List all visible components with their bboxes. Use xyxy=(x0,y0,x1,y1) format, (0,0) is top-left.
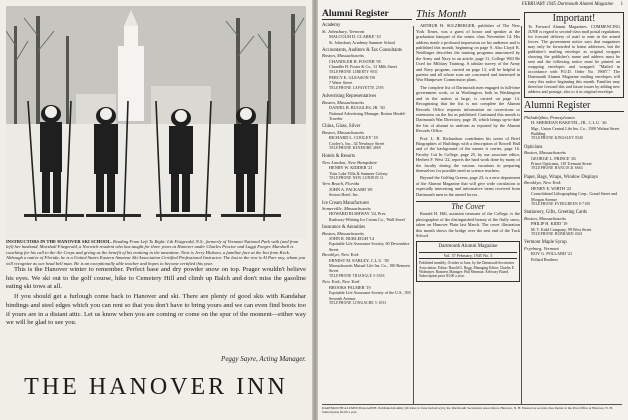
register-section: Vermont Maple Syrup xyxy=(524,240,567,246)
ski-instructors-photo xyxy=(6,6,306,238)
register-firm: Massachusetts Mutual Life Ins. Co., 180 Remsen Street xyxy=(329,263,410,274)
register-name: HOWARD RUSHWAY '24, Pres. xyxy=(329,211,387,217)
this-month-p1: ARTHUR H. SULZBERGER, publisher of The New York Times, was a guest of honor and speaker at the graduation banquet of the senior class November 14. His address made a profound impression on his audience and is published this month, beginning on page 9. Also Lloyd K. Neidlinger describes the training programs announced by the Army and Navy in an article, page 11, College Will Be Used for Military Training. A tabular survey of the Army and Navy program, carried on page 13, will be helpful to parents and all whose sons are concerned and interested in War Manpower Commission plans. xyxy=(416,23,520,83)
cover-text: Ronald H. Hill, assistant treasurer of the College, is the photographer of the distinguished beauty of the fluffy snow, taken on Hanover Plain last March. The cover illustration this month shows the bridge over the east end of the Tuck School. xyxy=(416,211,520,239)
register-entry xyxy=(322,23,412,45)
register-firm: 7 Water Street xyxy=(329,80,353,86)
register-name: RICHARD L. COOLEY '18 xyxy=(329,135,378,141)
register-name: HENRY W. KIDDER '21 xyxy=(329,165,373,171)
this-month-p3: Prof. L. B. Richardson contributes his series of Brief Biographies of Buildings with a description of Rowell Hall and of the background of the names it carries, page 16. Faculty Cut In College, page 25, by our associate editor, Herbert F. West '22, reports the hard work done by many of the faculty during the various vacations in preparing themselves for possible need as science teachers. xyxy=(416,135,520,173)
register-entry xyxy=(524,145,624,172)
register-location: Boston, Massachusetts xyxy=(322,99,364,105)
register-location: Philadelphia, Pennsylvania xyxy=(524,114,575,120)
masthead-title: Dartmouth Alumni Magazine xyxy=(438,244,498,250)
inn-name-heading: THE HANOVER INN xyxy=(24,374,288,400)
register-firm: Prince Opticians, 110 Tremont Street xyxy=(531,161,592,167)
register-location: Somerville, Massachusetts xyxy=(322,206,371,211)
masthead-lines: Published monthly, October to June, by the Dartmouth Secretaries Association. Editor: Harold G. Rugg. Managing Editor: Charles E. Widmayer. Business Manager: Phil Sherman. Advisory Board. Subscription price $3.00 a year. xyxy=(419,261,515,279)
letter-paragraph-2: If you should get a furlough come back to Hanover and ski. There are plenty of good skis with Kandahar bindings and steel edges which you can rent so that you don't have to bring yours and we can even find boots too if yours are in a distant attic. Let us know when you are coming or come on the spur of the moment—either way we will be glad to see you. xyxy=(6,293,306,327)
register-name: BROOKS PALMER '19 xyxy=(329,284,371,290)
register-telephone: TELEPHONE NEW LONDON 11 xyxy=(329,175,384,180)
register-firm: St. Johnsbury Academy Summer School xyxy=(329,39,396,45)
register-name: PHILIP H. KIDD '19 xyxy=(531,221,568,227)
column-rule-2 xyxy=(521,26,522,404)
register-telephone: TELEPHONE HANCOCK 6663 xyxy=(531,166,583,171)
running-head xyxy=(318,2,623,7)
register-section: Advertising Representatives xyxy=(322,94,377,100)
register-location: Brooklyn, New York xyxy=(322,252,359,258)
this-month-p2: The complete list of Dartmouth men engaged in full-time government work, or in Washington, both in Washington and in the nation at large, is carried on page 14. Recognizing that the list is not complete the Alumni Records Office requests information on corrections or extensions on the list as published. Continued this month is Dartmouth War Directory, page 18, which brings up-to-date the list of alumni in uniform as reported by the Alumni Records Office. xyxy=(416,84,520,134)
this-month-column xyxy=(416,8,520,282)
register-name: CHANDLER H. FOSTER '05 xyxy=(329,58,381,64)
register-location: Boston, Massachusetts xyxy=(322,129,364,135)
register-section: Stationery, Gifts, Greeting Cards xyxy=(524,210,587,216)
register-location: Fryeburg, Vermont xyxy=(524,245,559,251)
register-telephone: TELEPHONE LIBERTY 9031 xyxy=(329,69,378,74)
register-section: Insurance & Annuities xyxy=(322,225,366,231)
signature: Peggy Sayre, Acting Manager. xyxy=(221,355,306,363)
left-page xyxy=(0,0,312,420)
register-name: JOHN A. PACKARD '09 xyxy=(329,186,373,192)
register-location: St. Johnsbury, Vermont xyxy=(322,28,365,34)
alumni-register-column xyxy=(322,9,412,306)
register-entry xyxy=(524,210,624,237)
register-location: Boston, Massachusetts xyxy=(322,230,364,236)
caption-text: Reading From Left To Right: Lib Fitzgerald, N.S., formerly of Vermont National Park with (and from left) her husband, Marshall Fitzgerald, a Norwich resident who has taught for three years at Hanover under Charles Proctor and Luggi Foeger. Marshall is coaching for his call to the Air Corps and giving us the benefit of his training in the meantime. Next is Jerry Hickson, a familiar face at the Inn from Keck. Although a native of Florida, he is a United States Eastern Amateur Ski Association Certified Professional Instructor. The last in the row is Al Parr ony, whom you will recognize as our head bell man. He is an exceptionally able teacher and hopes to become certified this year. xyxy=(6,239,306,266)
this-month-p4: Beyond the Golfing Greens, page 23, is a new department of the Alumni Magazine that will give wide circulation to especially interesting and informative items received from Dartmouth men in the armed forces. xyxy=(416,175,520,197)
register-name: HENRY E. WIRTH '22 xyxy=(531,185,572,191)
register-telephone: TELEPHONE LAFAYETTE 2595 xyxy=(329,85,384,90)
register-telephone: TELEPHONE KENMORE 4869 xyxy=(329,145,381,150)
register-name: GEORGE L. PRINCE '26 xyxy=(531,155,576,161)
register-name: ROY G. POLLARD '21 xyxy=(531,251,573,257)
register-firm: National Advertising Manager, Boston Herald-Traveler xyxy=(329,110,406,121)
register-entry xyxy=(322,201,412,223)
register-location: Brooklyn, New York xyxy=(524,180,561,186)
register-entry xyxy=(524,115,624,142)
register-firm: Equitable Life Assurance Society, 60 Devonshire Street xyxy=(329,241,410,252)
register-location: Boston, Massachusetts xyxy=(524,150,566,156)
photo-illustration xyxy=(6,6,306,238)
important-title: Important! xyxy=(552,13,596,24)
important-notice xyxy=(524,12,624,98)
register-location: New York, New York xyxy=(322,279,360,285)
register-firm: Equitable Life Assurance Society of the U.S., 393 Seventh Avenue xyxy=(329,290,411,301)
masthead-box xyxy=(416,241,520,281)
register-telephone: TELEPHONE HUBBARD 4041 xyxy=(531,231,583,236)
register-entry xyxy=(322,225,412,252)
register-title: Alumni Register xyxy=(322,12,412,20)
register-telephone: TELEPHONE EVERGREEN 8-7100 xyxy=(531,201,591,206)
register-section: Paper, Bags, Wraps, Window Displays xyxy=(524,174,598,180)
register-section: Ice Cream Manufacturer xyxy=(322,200,370,206)
register-entry xyxy=(322,252,412,279)
register-entry xyxy=(322,124,412,151)
register-section: Opticians xyxy=(524,144,543,150)
register-entry xyxy=(322,181,412,197)
register-section: Accountants, Auditors & Tax Consultants xyxy=(322,48,402,54)
masthead-volume: Vol. 37 February, 1945 No. 5 xyxy=(419,252,517,259)
register-name: DANIEL B. RUGGLES, JR. '30 xyxy=(329,105,385,111)
register-name: MALCOLM D. CLARKE '10 xyxy=(329,34,381,40)
register-location: New London, New Hampshire xyxy=(322,159,378,165)
register-firm: Rushway-Whiting Ice Cream Co., 'Wall Street' xyxy=(329,216,406,222)
register-firm: Sexton Hotel, Inc. xyxy=(329,192,359,198)
register-name: PERCY E. GLEASON '08 xyxy=(329,75,375,81)
register-section: Academy xyxy=(322,23,341,29)
register-firm: M. T. Kidd Company, 99 West Street xyxy=(531,226,592,232)
important-column xyxy=(524,12,624,262)
this-month-title: This Month xyxy=(416,12,520,20)
register-entry xyxy=(322,154,412,181)
register-entries-2 xyxy=(524,115,624,262)
register-firm: Cooley's, Inc., 34 Newbury Street xyxy=(329,140,385,146)
register-entry xyxy=(524,175,624,207)
inn-letter xyxy=(6,266,306,329)
register-firm: Consolidated Lithographing Corp., Grand Street and Morgan Avenue xyxy=(531,191,618,202)
column-rule xyxy=(413,26,414,404)
register-entry xyxy=(322,279,412,306)
register-telephone: TELEPHONE KINGSLEY 8340 xyxy=(531,136,584,141)
important-text: To Forward Alumni Magazines. COMMENCING JUNE is regard to second-class mail postal regulations for forward delivery of mail to men in the armed forces. The government notice says that magazines may only be forwarded to home addresses, but the publisher's mailing envelope as original wrapper showing the publisher's name and address must be sent and the following notice must be printed on wrapping envelopes and wrapped: "Mailed in accordance with P.O.D. Order No. 19687." The Dartmouth Alumni Magazine mailing envelopes will carry this notice beginning this month. Families may therefore forward this and future issues by adding new address and postage, also to it as original envelope. xyxy=(528,24,620,95)
register-firm: Mgr., Union Central Life Ins. Co., 1500 Walnut Street Building xyxy=(531,125,620,137)
register-entries xyxy=(322,23,412,306)
page-number: 1 xyxy=(620,2,623,7)
photo-caption xyxy=(6,239,306,266)
running-head-text: FEBRUARY 1945 Dartmouth Alumni Magazine xyxy=(521,2,614,7)
register-section: China, Glass, Silver xyxy=(322,124,361,130)
register-name: H. SHERIDAN BAKETEL, JR., C.L.U. '26 xyxy=(531,120,607,126)
register-firm: Pollard Brothers xyxy=(531,256,558,262)
register-location: Boston, Massachusetts xyxy=(524,215,566,221)
register-entry xyxy=(322,94,412,121)
register-location: Boston, Massachusetts xyxy=(322,53,364,59)
right-page xyxy=(318,0,628,420)
register-entry xyxy=(322,48,412,75)
register-firm: Twin Lake Villa & Summer Colony xyxy=(329,170,388,176)
register-firm: Chandler H. Foster & Co., 31 Milk Street xyxy=(329,64,397,70)
register-telephone: TELEPHONE LONGACRE 5-1033 xyxy=(329,300,387,305)
register-name: ERNEST M. EARLEY, C.L.U. '38 xyxy=(329,257,389,263)
register-entry xyxy=(322,75,412,91)
register-entry xyxy=(524,240,624,262)
register-title-2: Alumni Register xyxy=(524,103,624,111)
cover-heading: The Cover xyxy=(416,201,520,209)
caption-lead: INSTRUCTORS IN THE HANOVER SKI SCHOOL. xyxy=(6,239,112,244)
publication-footer: DARTMOUTH ALUMNI MAGAZINE. Published monthly (October to June inclusive) by the Dartmouth Secretaries Association, Hanover, N. H. Entered as second-class matter at the Post Office at Hanover, N. H. Subscription $3.00 a year. xyxy=(322,404,622,414)
register-name: JOHN R. BURLEIGH '14 xyxy=(329,236,374,242)
register-section: Hotels & Resorts xyxy=(322,154,356,160)
register-location: Vero Beach, Florida xyxy=(322,181,360,187)
register-telephone: TELEPHONE TRIANGLE 5-5303 xyxy=(329,273,385,278)
letter-paragraph-1: This is the Hanover winter to remember. Perfect base and dry powder snow on top. Prager wouldn't believe his eyes. We ski out to the golf course, hike to Cemetery Hill and climb up Balch and don't miss the gasoline eating ski tows at all. xyxy=(6,266,306,291)
